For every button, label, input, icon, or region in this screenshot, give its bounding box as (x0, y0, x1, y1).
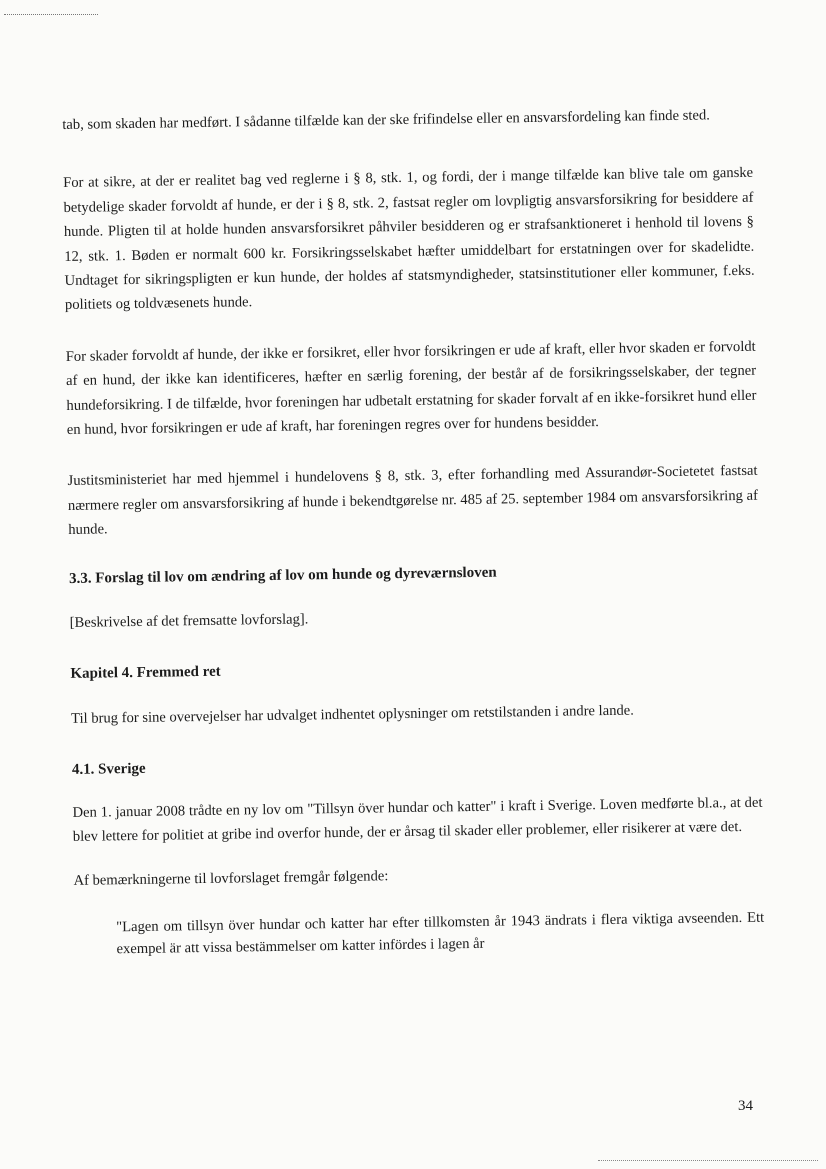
section-heading-4-1: 4.1. Sverige (71, 760, 146, 778)
paragraph-remarks-intro: Af bemærkningerne til lovforslaget fremgår følgende: (73, 868, 389, 890)
chapter-heading-4: Kapitel 4. Fremmed ret (70, 663, 221, 683)
paragraph-liability: tab, som skaden har medført. I sådanne tilfælde kan der ske frifindelse eller en ansvarsfordeling kan finde sted. (62, 107, 710, 133)
scan-artifact-top (4, 14, 98, 15)
scan-artifact-bottom (598, 1160, 818, 1161)
paragraph-chapter-intro: Til brug for sine overvejelser har udvalget indhentet oplysninger om retstilstanden i andre lande. (71, 702, 634, 728)
section-heading-3-3: 3.3. Forslag til lov om ændring af lov om hunde og dyreværnsloven (68, 564, 497, 587)
paragraph-ministry-rules: Justitsministeriet har med hjemmel i hundelovens § 8, stk. 3, efter forhandling med Assurandør-Societetet fastsat nærmere regler om ansvarsforsikring af hunde i bekendtgørelse nr. 485 af 25. september 1984 om ansvarsforsikring af hunde. (67, 463, 759, 539)
page-content (62, 94, 765, 961)
paragraph-insurance-duty: For at sikre, at der er realitet bag ved reglerne i § 8, stk. 1, og fordi, der i mange tilfælde kan blive tale om ganske betydelige skader forvoldt af hunde, er der i § 8, stk. 2, fastsat regler om lovpligtig ansvarsforsikring for besiddere af hunde. Pligten til at holde hunden ansvarsforsikret påhviler besidderen og er strafsanktioneret i henhold til lovens § 12, stk. 1. Bøden er normalt 600 kr. Forsikringsselskabet hæfter umiddelbart for erstatningen over for skadelidte. Undtaget for sikringspligten er kun hunde, der holdes af statsmyndigheder, statsinstitutioner eller kommuner, f.eks. politiets og toldvæsenets hunde. (63, 165, 755, 314)
paragraph-sweden-law: Den 1. januar 2008 trådte en ny lov om "Tillsyn över hundar och katter" i kraft i Sverige. Loven medførte bl.a., at det blev lettere for politiet at gribe ind overfor hunde, der er årsag til skader eller problemer, eller risikerer at være det. (72, 794, 763, 845)
paragraph-uninsured-dogs: For skader forvoldt af hunde, der ikke er forsikret, eller hvor forsikringen er ude af kraft, eller hvor skaden er forvoldt af en hund, der ikke kan identificeres, hæfter en særlig forening, der består af de forsikringsselskaber, der tegner hundeforsikring. I de tilfælde, hvor foreningen har udbetalt erstatning for skader forvalt af en ikke-forsikret hund eller en hund, hvor forsikringen er ude af kraft, har foreningen regres over for hundens besidder. (65, 338, 757, 439)
quote-swedish-remarks: "Lagen om tillsyn över hundar och katter har efter tillkomsten år 1943 ändrats i flera viktiga avseenden. Ett exempel är att vissa bestämmelser om katter infördes i lagen år (116, 909, 765, 958)
page-number: 34 (738, 1098, 753, 1114)
bill-description-placeholder: [Beskrivelse af det fremsatte lovforslag]. (69, 611, 309, 631)
